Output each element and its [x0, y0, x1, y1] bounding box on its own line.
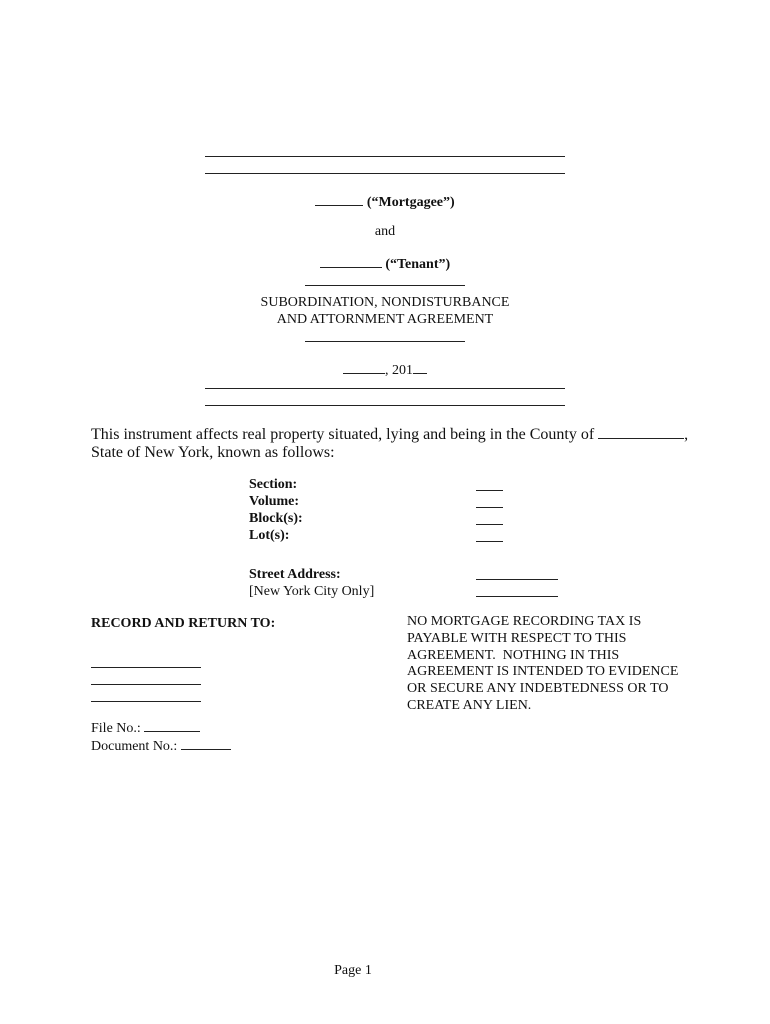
tenant-line: [0, 255, 770, 273]
affects-line-2: State of New York, known as follows:: [91, 444, 335, 461]
volume-blank[interactable]: [476, 507, 503, 508]
mortgagee-line: [0, 193, 770, 211]
file-no-label: File No.:: [91, 721, 141, 736]
document-no-label: Document No.:: [91, 739, 178, 754]
record-return-heading: RECORD AND RETURN TO:: [91, 616, 276, 631]
county-blank[interactable]: [598, 426, 684, 439]
street-address-blank-2[interactable]: [476, 596, 558, 597]
street-address-label: Street Address:: [249, 567, 341, 582]
date-year-blank[interactable]: [413, 361, 427, 374]
affects-line-1: [91, 425, 691, 444]
header-rule-top-2: [205, 173, 565, 174]
header-rule-bottom-1: [205, 388, 565, 389]
tax-notice-line: AGREEMENT IS INTENDED TO EVIDENCE: [407, 664, 679, 680]
date-text: , 201: [385, 363, 413, 378]
header-rule-top-1: [205, 156, 565, 157]
document-no-line: [91, 737, 231, 755]
mortgagee-blank[interactable]: [315, 193, 363, 206]
street-address-blank-1[interactable]: [476, 579, 558, 580]
page-number: Page 1: [334, 963, 372, 978]
return-address-line-3[interactable]: [91, 701, 201, 702]
section-label: Section:: [249, 477, 298, 492]
agreement-title-line1: SUBORDINATION, NONDISTURBANCE: [260, 295, 510, 310]
file-no-blank[interactable]: [144, 719, 200, 732]
tenant-blank[interactable]: [320, 255, 382, 268]
tax-notice-line: NO MORTGAGE RECORDING TAX IS: [407, 614, 642, 629]
nyc-only-note: [New York City Only]: [249, 584, 375, 599]
tax-notice-line: PAYABLE WITH RESPECT TO THIS: [407, 630, 627, 646]
tax-notice-line: CREATE ANY LIEN.: [407, 697, 532, 713]
title-rule-bottom: [305, 341, 465, 342]
blocks-blank[interactable]: [476, 524, 503, 525]
date-line: [0, 361, 770, 379]
header-rule-bottom-2: [205, 405, 565, 406]
affects-suffix: ,: [684, 426, 689, 443]
section-blank[interactable]: [476, 490, 503, 491]
tax-notice-line: OR SECURE ANY INDEBTEDNESS OR TO: [407, 681, 669, 697]
file-no-line: [91, 719, 200, 737]
agreement-title-line2: AND ATTORNMENT AGREEMENT: [276, 312, 494, 327]
affects-text: This instrument affects real property situated, lying and being in the County of: [91, 426, 595, 443]
tax-notice: [407, 614, 678, 715]
return-address-line-1[interactable]: [91, 667, 201, 668]
lots-blank[interactable]: [476, 541, 503, 542]
and-text: and: [374, 224, 396, 239]
lots-label: Lot(s):: [249, 528, 290, 543]
blocks-label: Block(s):: [249, 511, 303, 526]
document-no-blank[interactable]: [181, 737, 231, 750]
tax-notice-line: AGREEMENT. NOTHING IN THIS: [407, 647, 620, 663]
date-day-blank[interactable]: [343, 361, 385, 374]
tenant-label: (“Tenant”): [385, 257, 451, 272]
mortgagee-label: (“Mortgagee”): [366, 195, 455, 210]
volume-label: Volume:: [249, 494, 300, 509]
title-rule-top: [305, 285, 465, 286]
return-address-line-2[interactable]: [91, 684, 201, 685]
